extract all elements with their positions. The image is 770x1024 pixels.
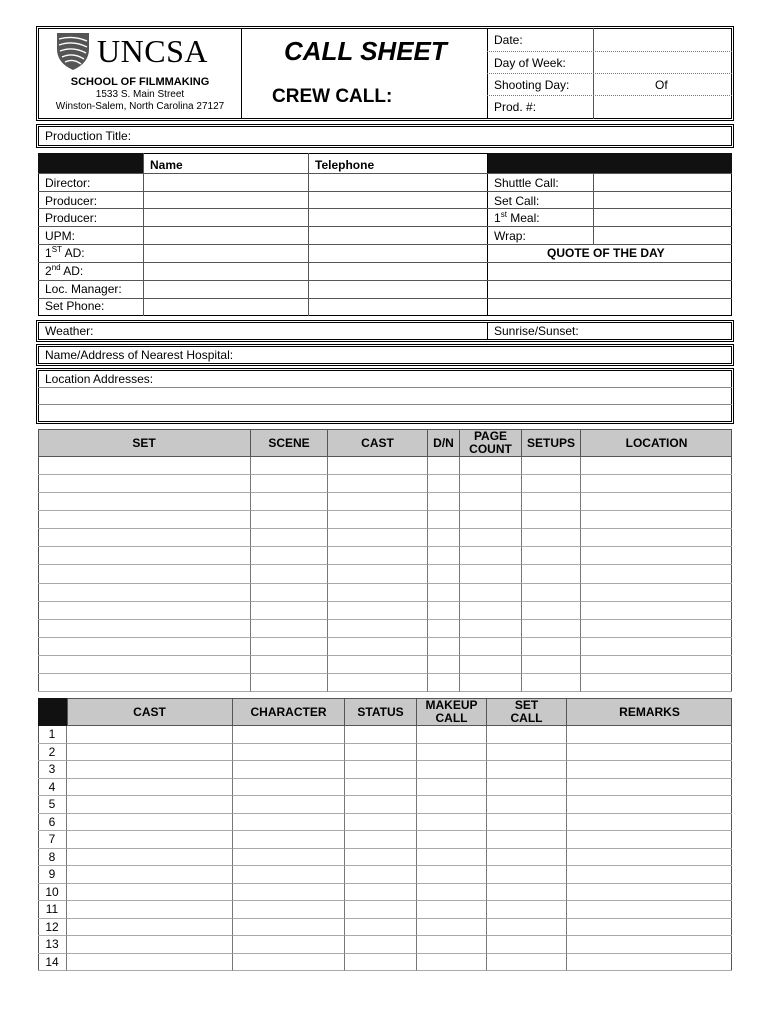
cast-cell[interactable]	[67, 849, 233, 867]
scene-cell[interactable]	[581, 602, 732, 620]
of-label: Of	[655, 78, 668, 92]
cast-cell[interactable]	[233, 954, 345, 972]
uncsa-logo-icon	[55, 31, 91, 71]
scene-cell[interactable]	[460, 638, 522, 656]
scene-cell[interactable]	[428, 565, 460, 583]
scene-cell[interactable]	[581, 656, 732, 674]
cast-cell[interactable]	[345, 726, 417, 744]
cast-cell[interactable]	[417, 744, 487, 762]
cast-cell[interactable]	[233, 884, 345, 902]
crew-telephone-cell[interactable]	[309, 174, 486, 190]
scene-cell[interactable]	[581, 511, 732, 529]
cast-row-number: 11	[38, 901, 67, 919]
scene-cell[interactable]	[328, 674, 428, 692]
cast-cell[interactable]	[67, 726, 233, 744]
scene-cell[interactable]	[328, 529, 428, 547]
scenes-col-dn: D/N	[428, 429, 460, 457]
scene-cell[interactable]	[328, 638, 428, 656]
scene-cell[interactable]	[428, 638, 460, 656]
role-loc-manager: Loc. Manager:	[45, 282, 122, 296]
cast-row-number: 14	[38, 954, 67, 972]
scenes-col-setups: SETUPS	[522, 429, 581, 457]
cast-cell[interactable]	[567, 779, 732, 797]
scene-cell[interactable]	[460, 547, 522, 565]
cast-cell[interactable]	[417, 761, 487, 779]
header-row-line-1	[487, 51, 732, 52]
cast-row-number: 5	[38, 796, 67, 814]
cast-cell[interactable]	[417, 866, 487, 884]
cast-cell[interactable]	[487, 831, 567, 849]
crew-telephone-cell[interactable]	[309, 280, 486, 296]
crew-telephone-header: Telephone	[315, 158, 375, 172]
cast-cell[interactable]	[233, 866, 345, 884]
scene-cell[interactable]	[328, 475, 428, 493]
cast-cell[interactable]	[417, 919, 487, 937]
cast-cell[interactable]	[417, 936, 487, 954]
cast-cell[interactable]	[417, 884, 487, 902]
cast-cell[interactable]	[567, 936, 732, 954]
scene-cell[interactable]	[38, 529, 251, 547]
cast-cell[interactable]	[67, 884, 233, 902]
cast-cell[interactable]	[487, 849, 567, 867]
scene-cell[interactable]	[581, 547, 732, 565]
scene-cell[interactable]	[38, 457, 251, 475]
crew-name-cell[interactable]	[144, 209, 307, 225]
crew-telephone-cell[interactable]	[309, 298, 486, 314]
role-1st-ad: 1ST AD:	[45, 245, 85, 260]
scenes-col-page-count: PAGE COUNT	[460, 429, 522, 457]
scene-cell[interactable]	[38, 493, 251, 511]
cast-cell[interactable]	[567, 796, 732, 814]
cast-cell[interactable]	[567, 761, 732, 779]
scene-cell[interactable]	[522, 674, 581, 692]
scene-cell[interactable]	[522, 511, 581, 529]
cast-cell[interactable]	[67, 901, 233, 919]
scene-cell[interactable]	[328, 493, 428, 511]
cast-row-number: 6	[38, 814, 67, 832]
cast-cell[interactable]	[487, 901, 567, 919]
scene-cell[interactable]	[460, 656, 522, 674]
cast-cell[interactable]	[233, 779, 345, 797]
scene-cell[interactable]	[38, 584, 251, 602]
scene-cell[interactable]	[522, 547, 581, 565]
cast-cell[interactable]	[345, 761, 417, 779]
location-line-2	[38, 404, 732, 405]
cast-cell[interactable]	[345, 884, 417, 902]
cast-table-corner	[38, 698, 67, 726]
scene-cell[interactable]	[328, 511, 428, 529]
weather-label: Weather:	[45, 324, 94, 338]
crew-name-header: Name	[150, 158, 183, 172]
scene-cell[interactable]	[251, 584, 328, 602]
scene-cell[interactable]	[251, 602, 328, 620]
cast-row-number: 4	[38, 779, 67, 797]
scene-cell[interactable]	[251, 620, 328, 638]
scenes-col-cast: CAST	[328, 429, 428, 457]
scene-cell[interactable]	[428, 674, 460, 692]
scene-cell[interactable]	[328, 602, 428, 620]
crew-name-cell[interactable]	[144, 298, 307, 314]
scene-cell[interactable]	[460, 511, 522, 529]
crew-telephone-cell[interactable]	[309, 227, 486, 243]
scene-cell[interactable]	[581, 584, 732, 602]
cast-cell[interactable]	[345, 796, 417, 814]
production-title-label: Production Title:	[45, 129, 132, 143]
cast-cell[interactable]	[487, 761, 567, 779]
scene-cell[interactable]	[251, 493, 328, 511]
crew-telephone-cell[interactable]	[309, 209, 486, 225]
wrap-label: Wrap:	[494, 229, 526, 243]
cast-col-cast: CAST	[67, 698, 233, 726]
crew-name-cell[interactable]	[144, 280, 307, 296]
cast-cell[interactable]	[487, 954, 567, 972]
crew-name-cell[interactable]	[144, 192, 307, 208]
cast-cell[interactable]	[67, 796, 233, 814]
scene-cell[interactable]	[251, 529, 328, 547]
cast-cell[interactable]	[567, 866, 732, 884]
scene-cell[interactable]	[428, 602, 460, 620]
scene-cell[interactable]	[38, 656, 251, 674]
cast-cell[interactable]	[567, 831, 732, 849]
day-of-week-label: Day of Week:	[494, 56, 566, 70]
cast-cell[interactable]	[567, 919, 732, 937]
cast-cell[interactable]	[417, 779, 487, 797]
cast-row-number: 10	[38, 884, 67, 902]
crew-telephone-cell[interactable]	[309, 245, 486, 261]
scene-cell[interactable]	[522, 457, 581, 475]
scene-cell[interactable]	[428, 475, 460, 493]
crew-header-bar-left	[38, 153, 143, 173]
cast-cell[interactable]	[67, 779, 233, 797]
scene-cell[interactable]	[460, 493, 522, 511]
cast-cell[interactable]	[233, 936, 345, 954]
cast-cell[interactable]	[67, 936, 233, 954]
cast-cell[interactable]	[567, 901, 732, 919]
scene-cell[interactable]	[428, 547, 460, 565]
cast-cell[interactable]	[567, 744, 732, 762]
quote-of-the-day-label: QUOTE OF THE DAY	[547, 246, 665, 260]
school-address-2: Winston-Salem, North Carolina 27127	[55, 101, 225, 112]
scene-cell[interactable]	[38, 511, 251, 529]
cast-cell[interactable]	[233, 814, 345, 832]
scene-cell[interactable]	[522, 493, 581, 511]
logo-wordmark: UNCSA	[97, 33, 208, 69]
location-line-1	[38, 387, 732, 388]
crew-name-cell[interactable]	[144, 174, 307, 190]
cast-cell[interactable]	[487, 884, 567, 902]
cast-cell[interactable]	[417, 726, 487, 744]
scenes-col-scene: SCENE	[251, 429, 328, 457]
scene-cell[interactable]	[522, 529, 581, 547]
scene-cell[interactable]	[38, 638, 251, 656]
school-name: SCHOOL OF FILMMAKING	[70, 76, 210, 88]
cast-cell[interactable]	[567, 884, 732, 902]
scene-cell[interactable]	[38, 475, 251, 493]
shooting-day-label: Shooting Day:	[494, 78, 570, 92]
cast-col-status: STATUS	[345, 698, 417, 726]
scene-cell[interactable]	[522, 565, 581, 583]
crew-call-label: CREW CALL:	[272, 86, 393, 107]
prod-number-label: Prod. #:	[494, 100, 537, 114]
scene-cell[interactable]	[522, 475, 581, 493]
scene-cell[interactable]	[38, 674, 251, 692]
scene-cell[interactable]	[38, 565, 251, 583]
scene-cell[interactable]	[428, 493, 460, 511]
scene-cell[interactable]	[428, 656, 460, 674]
cast-cell[interactable]	[233, 744, 345, 762]
scene-cell[interactable]	[328, 457, 428, 475]
cast-cell[interactable]	[417, 901, 487, 919]
cast-cell[interactable]	[67, 744, 233, 762]
call-sheet-title: CALL SHEET	[284, 36, 447, 66]
location-addresses-label: Location Addresses:	[45, 372, 154, 386]
crew-name-cell[interactable]	[144, 227, 307, 243]
scene-cell[interactable]	[460, 565, 522, 583]
scene-cell[interactable]	[328, 584, 428, 602]
scene-cell[interactable]	[581, 493, 732, 511]
cast-col-set-call: SET CALL	[487, 698, 567, 726]
cast-cell[interactable]	[417, 849, 487, 867]
scene-cell[interactable]	[38, 547, 251, 565]
cast-row-number: 8	[38, 849, 67, 867]
cast-cell[interactable]	[567, 849, 732, 867]
scene-cell[interactable]	[251, 674, 328, 692]
cast-cell[interactable]	[233, 796, 345, 814]
cast-cell[interactable]	[567, 954, 732, 972]
cast-cell[interactable]	[67, 919, 233, 937]
cast-cell[interactable]	[233, 831, 345, 849]
scene-cell[interactable]	[581, 529, 732, 547]
set-call-label: Set Call:	[494, 194, 540, 208]
scene-cell[interactable]	[251, 656, 328, 674]
scene-cell[interactable]	[581, 457, 732, 475]
cast-cell[interactable]	[417, 796, 487, 814]
cast-row-number: 9	[38, 866, 67, 884]
scene-cell[interactable]	[581, 475, 732, 493]
scene-cell[interactable]	[522, 602, 581, 620]
scene-cell[interactable]	[581, 674, 732, 692]
date-label: Date:	[494, 33, 523, 47]
cast-cell[interactable]	[487, 866, 567, 884]
scene-cell[interactable]	[522, 620, 581, 638]
role-producer-2: Producer:	[45, 211, 98, 225]
cast-col-makeup-call: MAKEUP CALL	[417, 698, 487, 726]
scene-cell[interactable]	[460, 529, 522, 547]
weather-divider	[487, 322, 488, 340]
cast-cell[interactable]	[67, 831, 233, 849]
cast-col-remarks: REMARKS	[619, 704, 680, 719]
scene-cell[interactable]	[460, 457, 522, 475]
role-director: Director:	[45, 176, 91, 190]
scene-cell[interactable]	[522, 584, 581, 602]
header-row-line-2	[487, 73, 732, 74]
scene-cell[interactable]	[581, 620, 732, 638]
scenes-col-set: SET	[38, 429, 251, 457]
weather-row	[38, 322, 732, 340]
role-set-phone: Set Phone:	[45, 299, 105, 313]
cast-cell[interactable]	[67, 954, 233, 972]
role-upm: UPM:	[45, 229, 75, 243]
scene-cell[interactable]	[251, 457, 328, 475]
cast-cell[interactable]	[487, 814, 567, 832]
shuttle-call-label: Shuttle Call:	[494, 176, 559, 190]
cast-cell[interactable]	[67, 866, 233, 884]
cast-cell[interactable]	[417, 831, 487, 849]
cast-cell[interactable]	[567, 726, 732, 744]
cast-cell[interactable]	[345, 831, 417, 849]
scene-cell[interactable]	[251, 547, 328, 565]
scene-cell[interactable]	[428, 457, 460, 475]
cast-cell[interactable]	[233, 726, 345, 744]
scene-cell[interactable]	[522, 638, 581, 656]
crew-header-bar-right	[487, 153, 732, 173]
scene-cell[interactable]	[328, 620, 428, 638]
cast-cell[interactable]	[233, 849, 345, 867]
production-title-field[interactable]	[38, 126, 732, 146]
scene-cell[interactable]	[460, 620, 522, 638]
crew-telephone-cell[interactable]	[309, 192, 486, 208]
scene-cell[interactable]	[460, 602, 522, 620]
scene-cell[interactable]	[251, 475, 328, 493]
cast-cell[interactable]	[345, 936, 417, 954]
cast-row-number: 3	[38, 761, 67, 779]
cast-row-number: 2	[38, 744, 67, 762]
uncsa-logo	[55, 31, 235, 73]
cast-cell[interactable]	[487, 726, 567, 744]
cast-cell[interactable]	[233, 919, 345, 937]
first-meal-label: 1st Meal:	[494, 210, 540, 225]
scene-cell[interactable]	[38, 620, 251, 638]
crew-telephone-cell[interactable]	[309, 263, 486, 279]
cast-cell[interactable]	[345, 919, 417, 937]
cast-cell[interactable]	[417, 954, 487, 972]
school-address-1: 1533 S. Main Street	[95, 89, 185, 100]
scene-cell[interactable]	[38, 602, 251, 620]
cast-cell[interactable]	[345, 779, 417, 797]
cast-cell[interactable]	[487, 779, 567, 797]
cast-row-number: 13	[38, 936, 67, 954]
cast-cell[interactable]	[67, 814, 233, 832]
scene-cell[interactable]	[428, 511, 460, 529]
cast-cell[interactable]	[487, 919, 567, 937]
scene-cell[interactable]	[328, 656, 428, 674]
cast-cell[interactable]	[345, 954, 417, 972]
cast-cell[interactable]	[487, 744, 567, 762]
scene-cell[interactable]	[581, 638, 732, 656]
cast-cell[interactable]	[487, 796, 567, 814]
cast-cell[interactable]	[567, 814, 732, 832]
scene-cell[interactable]	[428, 620, 460, 638]
hospital-label: Name/Address of Nearest Hospital:	[45, 348, 234, 362]
scene-cell[interactable]	[251, 511, 328, 529]
scene-cell[interactable]	[251, 638, 328, 656]
cast-row-number: 1	[38, 726, 67, 744]
role-2nd-ad: 2nd AD:	[45, 263, 84, 278]
scene-cell[interactable]	[428, 529, 460, 547]
cast-cell[interactable]	[417, 814, 487, 832]
cast-col-character: CHARACTER	[233, 698, 345, 726]
crew-name-cell[interactable]	[144, 245, 307, 261]
header-row-line-3	[487, 95, 732, 96]
role-producer-1: Producer:	[45, 194, 98, 208]
cast-row-number: 7	[38, 831, 67, 849]
scene-cell[interactable]	[251, 565, 328, 583]
scene-cell[interactable]	[328, 547, 428, 565]
cast-cell[interactable]	[345, 866, 417, 884]
cast-row-number: 12	[38, 919, 67, 937]
scene-cell[interactable]	[581, 565, 732, 583]
school-info	[40, 76, 240, 113]
scene-cell[interactable]	[328, 565, 428, 583]
scenes-col-location: LOCATION	[625, 435, 688, 450]
cast-cell[interactable]	[345, 901, 417, 919]
cast-cell[interactable]	[233, 901, 345, 919]
header-divider-1	[241, 28, 242, 119]
cast-cell[interactable]	[345, 849, 417, 867]
scene-cell[interactable]	[460, 584, 522, 602]
crew-col-line-3	[487, 153, 488, 316]
crew-name-cell[interactable]	[144, 263, 307, 279]
cast-cell[interactable]	[487, 936, 567, 954]
scene-cell[interactable]	[522, 656, 581, 674]
sunrise-sunset-label: Sunrise/Sunset:	[494, 324, 579, 338]
cast-cell[interactable]	[345, 744, 417, 762]
scene-cell[interactable]	[460, 475, 522, 493]
scene-cell[interactable]	[428, 584, 460, 602]
cast-cell[interactable]	[233, 761, 345, 779]
cast-cell[interactable]	[345, 814, 417, 832]
cast-cell[interactable]	[67, 761, 233, 779]
scene-cell[interactable]	[460, 674, 522, 692]
